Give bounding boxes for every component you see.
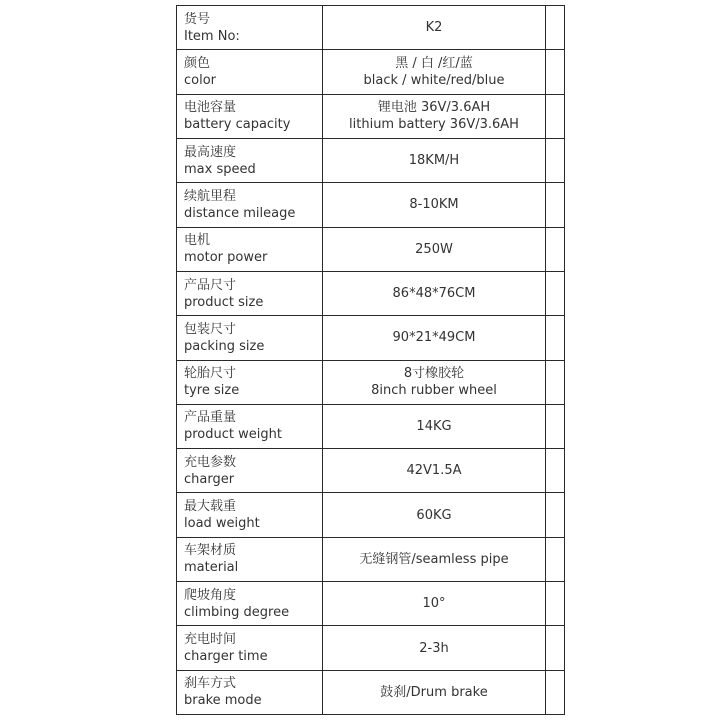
spec-label-en: brake mode [184, 693, 262, 709]
spec-label-en: motor power [184, 250, 268, 266]
spec-label-cell [177, 50, 323, 94]
spec-value-line: 8inch rubber wheel [371, 383, 497, 399]
spec-spacer-cell [546, 183, 565, 227]
spec-value-line: 8寸橡胶轮 [403, 366, 465, 382]
spec-spacer-cell [546, 626, 565, 670]
spec-row [177, 493, 565, 537]
spec-value-cell [323, 670, 546, 714]
spec-label-cn: 产品重量 [184, 410, 237, 426]
spec-row [177, 50, 565, 94]
spec-value-line: 无缝钢管/seamless pipe [359, 551, 509, 567]
spec-spacer-cell [546, 449, 565, 493]
spec-value-line: 黑 / 白 /红/蓝 [395, 55, 473, 71]
spec-value-line: 18KM/H [408, 153, 460, 169]
spec-spacer-cell [546, 138, 565, 182]
spec-value-cell [323, 183, 546, 227]
spec-row [177, 271, 565, 315]
spec-label-en: packing size [184, 338, 265, 354]
spec-label-cn: 续航里程 [184, 188, 237, 204]
spec-label-en: distance mileage [184, 205, 296, 221]
spec-spacer-cell [546, 537, 565, 581]
spec-row [177, 404, 565, 448]
spec-row [177, 94, 565, 138]
spec-spacer-cell [546, 493, 565, 537]
spec-label-cn: 最高速度 [184, 144, 237, 160]
spec-value-line: 60KG [416, 507, 452, 523]
spec-value-cell [323, 404, 546, 448]
spec-value-cell [323, 537, 546, 581]
spec-label-cell [177, 360, 323, 404]
spec-label-en: Item No: [184, 28, 240, 44]
spec-spacer-cell [546, 316, 565, 360]
spec-label-en: tyre size [184, 383, 240, 399]
spec-label-cell [177, 271, 323, 315]
spec-value-line: 250W [415, 241, 453, 257]
spec-value-line: black / white/red/blue [363, 72, 505, 88]
spec-row [177, 626, 565, 670]
spec-value-cell [323, 271, 546, 315]
spec-label-cell [177, 449, 323, 493]
spec-row [177, 138, 565, 182]
spec-label-cell [177, 227, 323, 271]
spec-value-line: 8-10KM [409, 197, 459, 213]
spec-label-cell [177, 582, 323, 626]
spec-value-cell [323, 6, 546, 50]
spec-value-line: 2-3h [419, 640, 449, 656]
spec-value-line: 14KG [416, 418, 452, 434]
spec-label-en: color [184, 72, 217, 88]
spec-label-cn: 产品尺寸 [184, 277, 237, 293]
spec-row [177, 316, 565, 360]
spec-spacer-cell [546, 670, 565, 714]
spec-label-en: material [184, 560, 239, 576]
spec-label-cn: 轮胎尺寸 [184, 366, 237, 382]
spec-label-cn: 电池容量 [184, 100, 237, 116]
spec-value-cell [323, 94, 546, 138]
spec-table-body [177, 6, 565, 715]
spec-spacer-cell [546, 94, 565, 138]
spec-label-cn: 最大载重 [184, 499, 237, 515]
spec-value-cell [323, 316, 546, 360]
spec-value-line: 86*48*76CM [392, 286, 476, 302]
spec-label-cell [177, 626, 323, 670]
spec-label-en: max speed [184, 161, 256, 177]
spec-value-line: 42V1.5A [406, 463, 462, 479]
spec-label-cn: 电机 [184, 233, 211, 249]
spec-value-cell [323, 50, 546, 94]
spec-label-cn: 充电时间 [184, 632, 237, 648]
spec-label-en: load weight [184, 516, 260, 532]
spec-value-line: 90*21*49CM [392, 330, 476, 346]
spec-label-cell [177, 316, 323, 360]
spec-label-cn: 包装尺寸 [184, 321, 237, 337]
spec-value-cell [323, 626, 546, 670]
spec-value-cell [323, 493, 546, 537]
spec-label-cell [177, 183, 323, 227]
spec-spacer-cell [546, 6, 565, 50]
spec-label-en: climbing degree [184, 604, 290, 620]
spec-spacer-cell [546, 404, 565, 448]
spec-label-cell [177, 94, 323, 138]
spec-label-cn: 颜色 [184, 55, 211, 71]
spec-row [177, 6, 565, 50]
spec-spacer-cell [546, 271, 565, 315]
spec-value-cell [323, 582, 546, 626]
spec-label-cell [177, 6, 323, 50]
spec-table [176, 5, 565, 715]
spec-value-cell [323, 138, 546, 182]
spec-label-cn: 车架材质 [184, 543, 237, 559]
spec-label-cell [177, 670, 323, 714]
spec-label-en: product weight [184, 427, 282, 443]
spec-label-en: battery capacity [184, 117, 291, 133]
spec-label-en: charger [184, 471, 235, 487]
spec-label-cn: 刹车方式 [184, 676, 237, 692]
spec-row [177, 183, 565, 227]
spec-value-line: K2 [425, 20, 443, 36]
spec-value-line: lithium battery 36V/3.6AH [349, 117, 519, 133]
spec-row [177, 582, 565, 626]
spec-row [177, 449, 565, 493]
spec-label-en: charger time [184, 649, 268, 665]
spec-row [177, 537, 565, 581]
spec-label-cell [177, 537, 323, 581]
spec-value-cell [323, 360, 546, 404]
spec-label-cell [177, 404, 323, 448]
spec-label-cn: 爬坡角度 [184, 587, 237, 603]
spec-value-line: 锂电池 36V/3.6AH [377, 100, 491, 116]
spec-row [177, 227, 565, 271]
spec-value-cell [323, 449, 546, 493]
spec-row [177, 360, 565, 404]
spec-label-cn: 充电参数 [184, 454, 237, 470]
spec-label-en: product size [184, 294, 264, 310]
spec-spacer-cell [546, 50, 565, 94]
spec-value-line: 鼓刹/Drum brake [380, 684, 488, 700]
spec-label-cell [177, 493, 323, 537]
spec-spacer-cell [546, 360, 565, 404]
spec-row [177, 670, 565, 714]
spec-value-cell [323, 227, 546, 271]
spec-label-cn: 货号 [184, 11, 211, 27]
spec-spacer-cell [546, 227, 565, 271]
spec-spacer-cell [546, 582, 565, 626]
spec-value-line: 10° [422, 596, 446, 612]
spec-label-cell [177, 138, 323, 182]
